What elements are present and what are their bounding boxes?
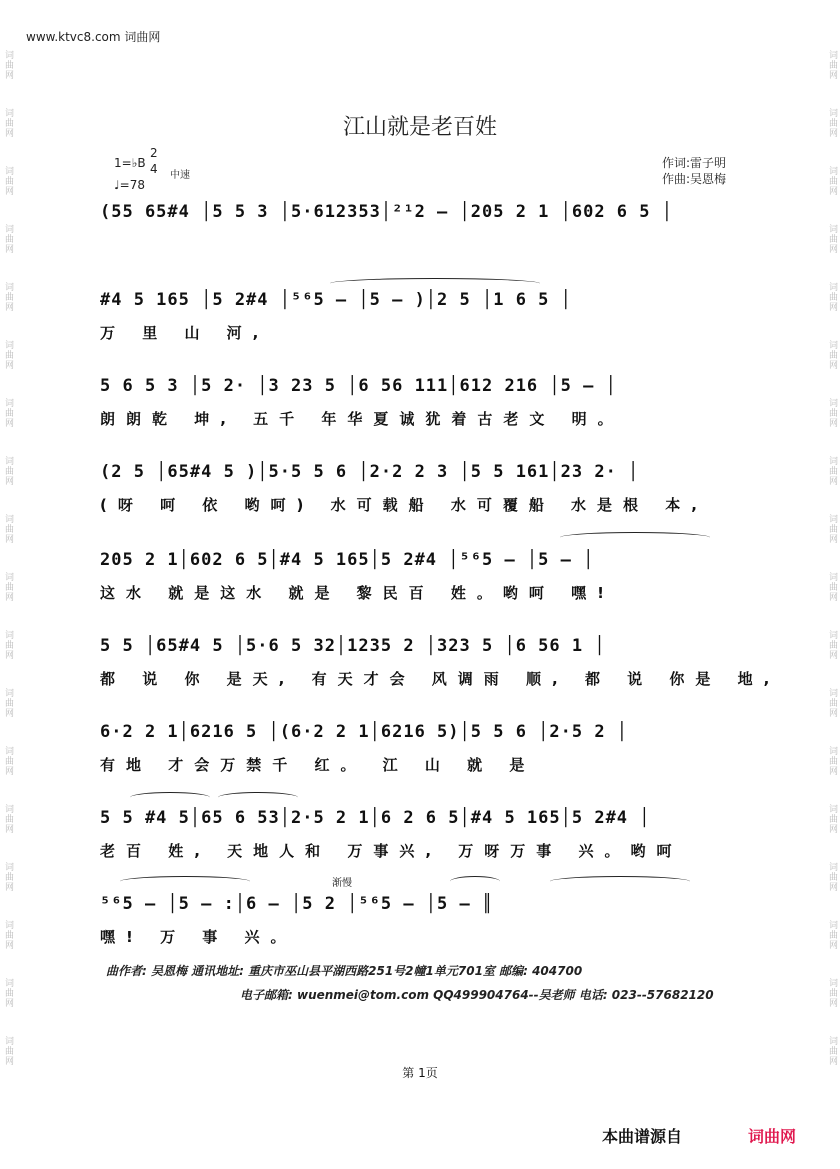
row-notes: 5 5 │65#4 5 │5·6 5 32│1235 2 │323 5 │6 56 1 │ — [100, 636, 606, 656]
row-lyrics: 朗朗乾 坤, 五千 年华夏诚犹着古老文 明。 — [100, 410, 624, 428]
score-row-9 — [100, 884, 780, 946]
row-notes: 5 6 5 3 │5 2· │3 23 5 │6 56 111│612 216 │5 – │ — [100, 376, 617, 396]
row-lyrics: 都 说 你 是天, 有天才会 风调雨 顺, 都 说 你是 地, — [100, 670, 781, 688]
credit-line-1: 曲作者: 吴恩梅 通讯地址: 重庆市巫山县平湖西路251号2幢1单元701室 邮编: 404700 — [106, 964, 583, 978]
watermark-left: 词曲网 词曲网 词曲网 词曲网 词曲网 词曲网 词曲网 词曲网 词曲网 词曲网 词曲网 词曲网 词曲网 词曲网 词曲网 词曲网 词曲网 词曲网 — [3, 50, 13, 1066]
tie-arc — [450, 876, 500, 887]
score-row-6 — [100, 626, 780, 688]
score-row-7 — [100, 712, 780, 774]
row-notes: (2 5 │65#4 5 )│5·5 5 6 │2·2 2 3 │5 5 161│23 2· │ — [100, 462, 640, 482]
score-row-3 — [100, 366, 780, 428]
tie-arc — [218, 792, 298, 803]
row-notes: 205 2 1│602 6 5│#4 5 165│5 2#4 │⁵⁶5 – │5 – │ — [100, 550, 595, 570]
tie-arc — [120, 876, 250, 887]
row-notes: (55 65#4 │5 5 3 │5·612353│²¹2 – │205 2 1 │602 6 5 │ — [100, 202, 673, 222]
time-signature-bottom: 4 — [150, 162, 158, 176]
row-lyrics: 有地 才会万禁千 红。 江 山 就 是 — [100, 756, 536, 774]
watermark-right: 词曲网 词曲网 词曲网 词曲网 词曲网 词曲网 词曲网 词曲网 词曲网 词曲网 词曲网 词曲网 词曲网 词曲网 词曲网 词曲网 词曲网 词曲网 — [827, 50, 837, 1066]
song-title: 江山就是老百姓 — [342, 115, 497, 140]
row-lyrics: 万 里 山 河, — [100, 324, 270, 342]
lyricist: 作词:雷子明 — [662, 156, 727, 170]
tie-arc — [550, 876, 690, 887]
row-lyrics: 这水 就是这水 就是 黎民百 姓。哟呵 嘿! — [100, 584, 615, 602]
row-lyrics: (呀 呵 依 哟呵) 水可载船 水可覆船 水是根 本, — [100, 496, 708, 514]
tempo-mark: ♩=78 — [114, 178, 145, 192]
gradual-mark: 渐慢 — [332, 878, 352, 889]
row-notes: #4 5 165 │5 2#4 │⁵⁶5 – │5 – )│2 5 │1 6 5 │ — [100, 290, 572, 310]
row-notes: 5 5 #4 5│65 6 53│2·5 2 1│6 2 6 5│#4 5 165│5 2#4 │ — [100, 808, 651, 828]
score-row-2 — [100, 280, 780, 342]
site-url[interactable]: www.ktvc8.com 词曲网 — [26, 30, 161, 44]
score-row-5 — [100, 540, 780, 602]
tie-arc — [560, 532, 710, 543]
time-signature-top: 2 — [150, 146, 158, 160]
brand-link[interactable]: 词曲网 — [748, 1127, 797, 1146]
key-signature: 1=♭B — [114, 156, 146, 170]
score-row-8 — [100, 798, 780, 860]
tie-arc — [130, 792, 210, 803]
tie-arc — [330, 278, 540, 289]
row-lyrics: 老百 姓, 天地人和 万事兴, 万呀万事 兴。哟呵 — [100, 842, 683, 860]
row-notes: ⁵⁶5 – │5 – :│6 – │5 2 │⁵⁶5 – │5 – ║ — [100, 894, 494, 914]
credit-line-2: 电子邮箱: wuenmei@tom.com QQ499904764--吴老师 电话: 023--57682120 — [240, 988, 714, 1002]
page-number: 第 1页 — [402, 1066, 438, 1080]
source-label: 本曲谱源自 — [602, 1127, 683, 1146]
row-notes: 6·2 2 1│6216 5 │(6·2 2 1│6216 5)│5 5 6 │2·5 2 │ — [100, 722, 629, 742]
score-row-1 — [100, 192, 780, 254]
score-row-4 — [100, 452, 780, 514]
composer: 作曲:吴恩梅 — [662, 172, 727, 186]
row-lyrics: 嘿! 万 事 兴。 — [100, 928, 297, 946]
tempo-word: 中速 — [170, 170, 190, 181]
